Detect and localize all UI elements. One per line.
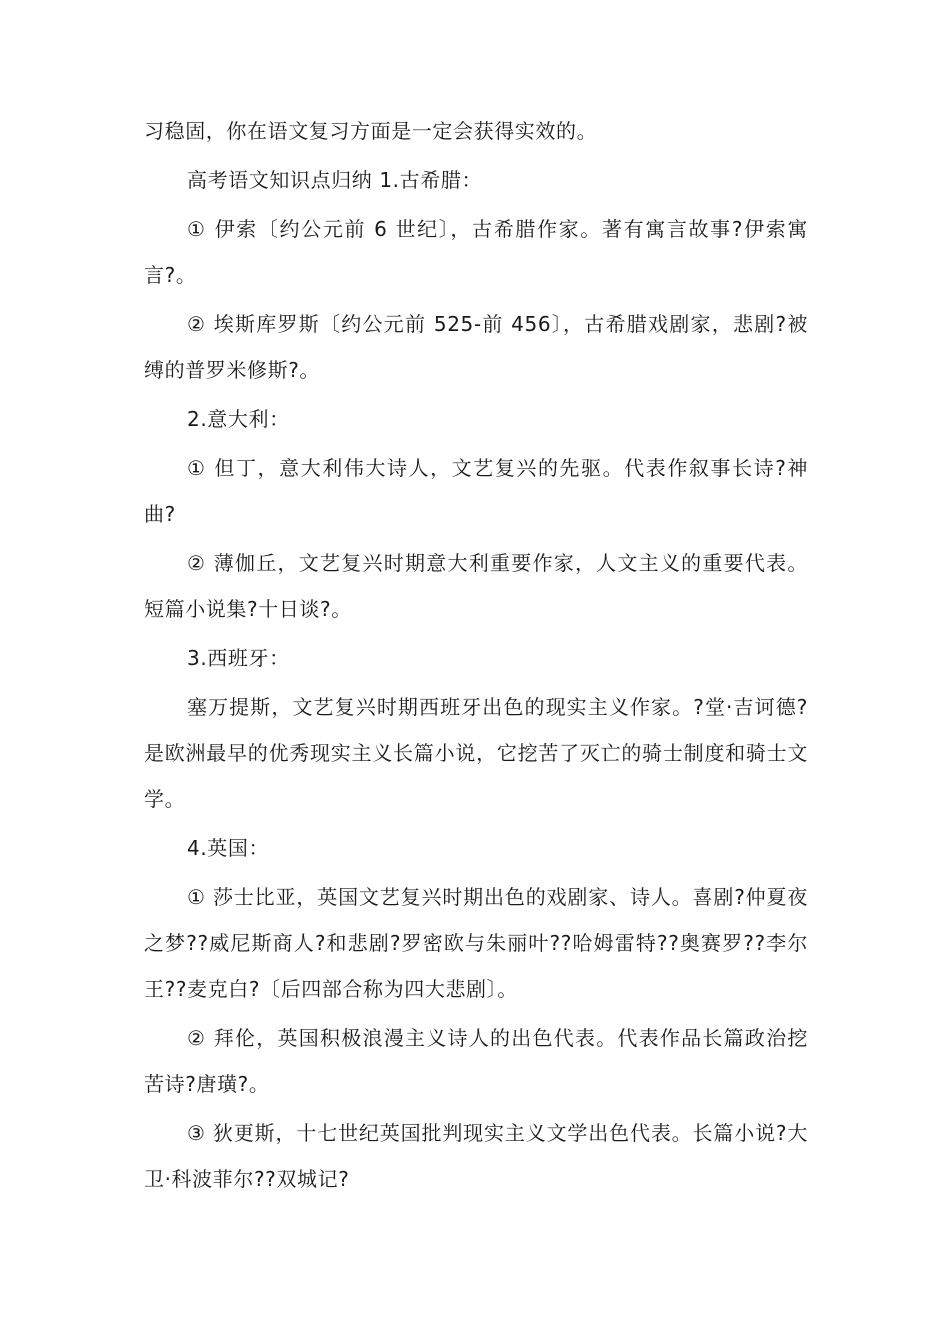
- paragraph-dante: ① 但丁，意大利伟大诗人，文艺复兴的先驱。代表作叙事长诗?神曲?: [144, 456, 808, 526]
- document-page: [144, 108, 808, 1202]
- paragraph-heading-england: 4.英国：: [187, 836, 270, 860]
- paragraph-boccaccio: ② 薄伽丘，文艺复兴时期意大利重要作家，人文主义的重要代表。短篇小说集?十日谈?。: [144, 551, 808, 621]
- paragraph-shakespeare: ① 莎士比亚，英国文艺复兴时期出色的戏剧家、诗人。喜剧?仲夏夜之梦??威尼斯商人?和悲剧?罗密欧与朱丽叶??哈姆雷特??奥赛罗??李尔王??麦克白?〔后四部合称为四大悲剧〕。: [144, 885, 808, 1001]
- paragraph-dickens: ③ 狄更斯，十七世纪英国批判现实主义文学出色代表。长篇小说?大卫·科波菲尔??双城记?: [144, 1121, 808, 1191]
- paragraph-cervantes: 塞万提斯，文艺复兴时期西班牙出色的现实主义作家。?堂·吉诃德?是欧洲最早的优秀现实主义长篇小说，它挖苦了灭亡的骑士制度和骑士文学。: [144, 695, 808, 811]
- paragraph-intro-continuation: 习稳固，你在语文复习方面是一定会获得实效的。: [144, 119, 598, 143]
- paragraph-aesop: ① 伊索〔约公元前 6 世纪〕，古希腊作家。著有寓言故事?伊索寓言?。: [144, 217, 808, 287]
- paragraph-byron: ② 拜伦，英国积极浪漫主义诗人的出色代表。代表作品长篇政治挖苦诗?唐璜?。: [144, 1026, 808, 1096]
- paragraph-aeschylus: ② 埃斯库罗斯〔约公元前 525-前 456〕，古希腊戏剧家，悲剧?被缚的普罗米修斯?。: [144, 312, 808, 382]
- paragraph-heading-spain: 3.西班牙：: [187, 646, 290, 670]
- paragraph-heading-greece: 高考语文知识点归纳 1.古希腊：: [187, 168, 483, 192]
- paragraph-heading-italy: 2.意大利：: [187, 407, 290, 431]
